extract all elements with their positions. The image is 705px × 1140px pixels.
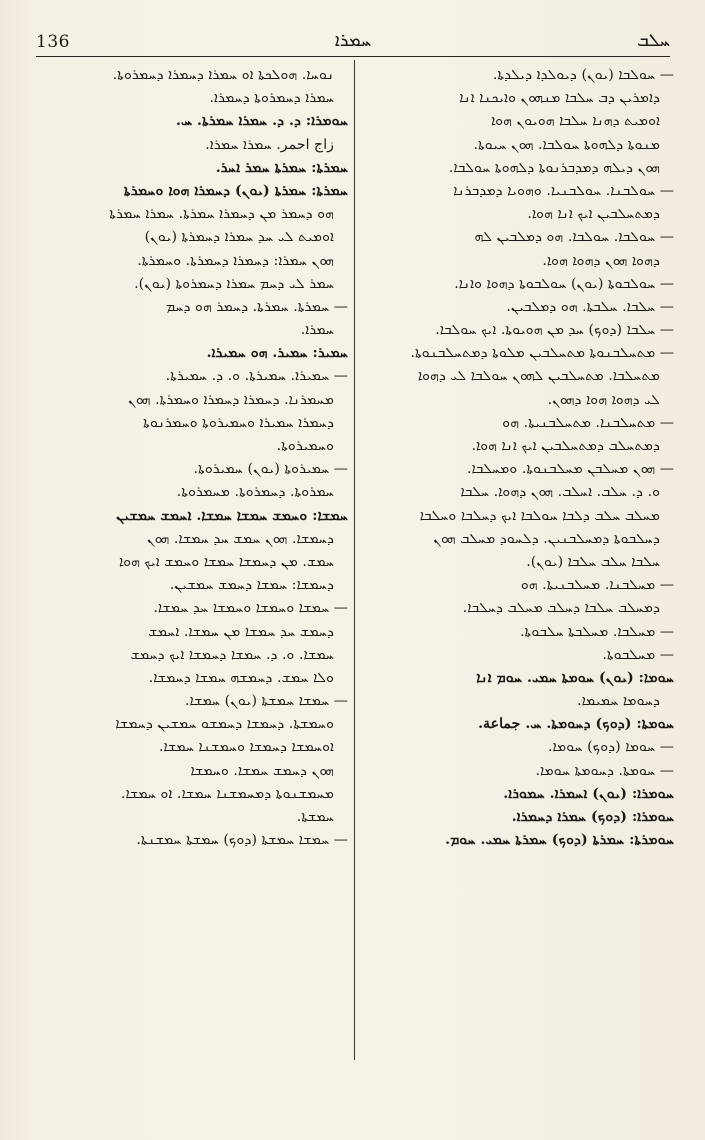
subentry-line: — ܚܡܪܬܐ. ܚܡܪܬܐ. ܕܚܡܪ ܗܘ ܕܚܡ <box>165 298 348 315</box>
continuation-line: ܗܘܢ ܚܡܪܐ: ܕܚܡܪܐ ܕܚܡܪܬܐ. ܘܚܡܪܬܐ. <box>137 252 334 269</box>
column-divider <box>354 60 355 1060</box>
continuation-line: ܚܡܫܬܐ. <box>296 809 334 825</box>
dictionary-entry-line: ܚܘܡܪܐ: ܕ. ܕ. ܚܡܪܐ ܚܡܪܬܐ. ܚ. <box>176 113 348 130</box>
continuation-line: ܘܠܐ ܚܡܫ. ܕܚܡܫܗ ܚܡܫܐ ܕܚܡܫܐ. <box>148 669 334 686</box>
subentry-line: — ܚܘܠܒܐ. ܚܘܠܒܐ. ܗܘ ܕܡܠܒܝܢ ܠܗ <box>474 229 674 246</box>
dictionary-entry-line: ܚܘܡܪܬܐ: ܚܡܪܬܐ (ܕܘܟ) ܚܡܪܬܐ ܚܡܝ. ܚܘܡ. <box>445 832 674 849</box>
continuation-line: ܕܡܬܚܠܒܝܢ ܐܝܟ ܐܢܐ ܗܘܐ. <box>527 206 660 223</box>
running-head-center: ܚܡܪܐ <box>334 30 372 51</box>
dictionary-entry-line: ܚܡܫܐ: ܘܚܡܫ ܚܡܫܐ ܚܡܫܐ. ܐܚܡܫ ܚܡܫܝܢ <box>116 507 348 524</box>
subentry-line: — ܚܡܫܐ ܚܡܫܬܐ (ܕܘܟ) ܚܡܫܬܐ ܚܡܫܢܬܐ. <box>136 832 348 849</box>
page-number: 136 <box>36 32 70 52</box>
continuation-line: ܕܐܡܪܝܢ ܕܒ ܚܠܒܐ ܡܢܗܘܢ ܘܐܝܟܢܐ ܐܢܐ <box>459 90 660 107</box>
dictionary-entry-line: ܚܘܡܐ: (ܝܘܢ) ܚܘܡܬܐ ܚܡܝ. ܚܘܡ ܐܢܐ <box>476 669 674 686</box>
continuation-line: ܚܡܫܐ. ܘ. ܕ. ܚܡܫܐ ܕܚܡܫܐ ܐܝܟ ܕܚܡܫ <box>130 646 334 663</box>
running-head-right: ܚܠܒ <box>637 30 670 51</box>
continuation-line: ܚܠܒܐ ܚܠܒ ܚܠܒܐ (ܝܘܢ). <box>526 553 660 570</box>
continuation-line: ܡܚܡܪܢܐ. ܕܚܡܪܐ ܕܚܡܪܐ ܘܚܡܪܬܐ. ܗܘܢ <box>128 391 334 408</box>
continuation-line: ܗܘ ܕܚܡܪ ܡܢ ܕܚܡܪܐ ܚܡܪܬܐ. ܚܡܪܐ ܚܡܪܬܐ <box>109 206 334 223</box>
left-column <box>36 64 348 852</box>
subentry-line: — ܚܘܠܒܢܐ. ܚܘܠܒܢܝܐ. ܘܗܘܝܐ ܕܡܕܒܪܢܐ <box>453 182 674 199</box>
subentry-line: — ܡܚܠܒܢܐ. ܡܚܠܒܢܝܬܐ. ܗܘ <box>520 577 674 594</box>
continuation-line: ܕܡܬܚܠܒ ܕܡܬܚܠܒܝܢ ܐܝܟ ܐܢܐ ܗܘܐ. <box>471 438 660 454</box>
continuation-line: ܚܡܪܘܬܐ. ܕܚܡܪܘܬܐ. ܡܚܡܪܘܬܐ. <box>176 484 334 501</box>
continuation-line: زاج احمر. ܚܡܪܐ ܚܡܪܐ. <box>205 136 334 153</box>
dictionary-entry-line: ܚܘܡܪܐ: (ܝܘܢ) ܐܚܡܪܐ. ܚܡܘܪܐ. <box>503 785 674 802</box>
subentry-line: — ܚܡܝܪܘܬܐ (ܝܘܢ) ܚܡܝܪܘܬܐ. <box>193 461 348 478</box>
dictionary-entry-line: ܚܘܡܪܐ: (ܕܘܟ) ܚܡܪܐ ܕܚܡܪܐ. <box>511 809 674 825</box>
continuation-line: ܕܚܘܡܐ ܚܡܝܡܐ. <box>577 693 660 710</box>
subentry-line: — ܡܚܠܒܐ. ܡܚܠܒܬܐ ܚܠܒܘܬܐ. <box>520 623 674 640</box>
right-column <box>362 64 674 852</box>
subentry-line: — ܚܡܫܐ ܘܚܡܫܐ ܘܚܡܫܐ ܚܕ ܚܡܫܐ. <box>153 600 348 617</box>
continuation-line: ܡܚܡܫܢܘܬܐ ܕܡܚܡܫܢܐ ܚܡܫܐ. ܐܘ ܚܡܫܐ. <box>120 785 334 802</box>
continuation-line: ܠܝ ܕܗܘܐ ܗܘܐ ܕܗܘܢ. <box>547 391 660 408</box>
subentry-line: — ܚܡܫܐ ܚܡܫܬܐ (ܝܘܢ) ܚܡܫܐ. <box>185 693 348 710</box>
continuation-line: ܡܚܠܒ ܚܠܒ ܕܠܒܐ ܚܘܠܒܐ ܐܝܟ ܕܚܠܒܐ ܘܚܠܒܐ <box>419 507 660 524</box>
subentry-line: — ܚܘܠܒܐ (ܝܘܢ) ܕܝܘܠܕܐ ܕܝܠܕܬܐ. <box>492 67 674 83</box>
dictionary-entry-line: ܚܡܪܬܐ: ܚܡܪܬܐ (ܝܘܢ) ܕܚܡܪܐ ܗܘܐ ܘܚܡܪܬܐ <box>123 182 348 199</box>
continuation-line: ܗܘܢ ܕܚܡܫ ܚܡܫܐ. ܘܚܡܫܐ <box>190 762 334 779</box>
continuation-line: ܘܚܡܫܬܐ. ܕܚܡܫܐ ܕܚܡܫܘ ܚܡܫܝܢ ܕܚܡܫܐ <box>115 716 334 733</box>
continuation-line: ܚܡܪ ܠܝ ܕܚܡ ܚܡܪܐ ܕܚܡܪܘܬܐ (ܝܘܢ). <box>134 275 334 292</box>
subentry-line: — ܚܠܒܐ. ܚܠܒܬܐ. ܗܘ ܕܡܠܒܝܢ. <box>506 298 674 315</box>
dictionary-entry-line: ܚܡܝܪ: ܚܡܝܪ. ܗܘ ܚܡܝܪܐ. <box>206 345 348 362</box>
continuation-line: ܐܘܡܝܬ ܠܝ ܚܕ ܚܡܪܐ ܕܚܡܪܬܐ (ܝܘܢ) <box>144 229 334 246</box>
continuation-line: ܕܚܠܒܘܬܐ ܕܡܚܠܒܢܝܢ. ܕܠܚܘܕ ܡܚܠܒ ܗܘܢ <box>433 530 660 547</box>
continuation-line: ܡܢܘܬܐ ܕܠܗܘܬܐ ܚܘܠܒܐ. ܗܘܢ ܚܝܘܬܐ. <box>473 136 660 153</box>
continuation-line: ܘܚܡܝܪܘܬܐ. <box>276 438 334 454</box>
dictionary-entry-line: ܚܡܪܬܐ: ܚܡܪܬܐ ܚܡܪ ܐܚܪ. <box>215 159 348 176</box>
subentry-line: — ܡܚܠܒܘܬܐ. <box>602 646 674 663</box>
continuation-line: ܕܚܡܪܐ ܚܡܝܪܐ ܘܚܡܝܪܘܬܐ ܘܚܡܪܢܘܬܐ <box>143 414 334 431</box>
continuation-line: ܡܬܚܠܒܐ. ܡܬܚܠܒܝܢ ܠܗܘܢ ܚܘܠܒܐ ܠܝ ܕܗܘܐ <box>417 368 660 385</box>
subentry-line: — ܡܬܚܠܒܢܐ. ܡܬܚܠܒܢܝܬܐ. ܗܘ <box>502 414 674 431</box>
continuation-line: ܘ. ܕ. ܚܠܒ. ܐܚܠܒ. ܗܘܢ ܕܗܘܐ. ܚܠܒܐ <box>460 484 660 501</box>
continuation-line: ܕܗܘܐ ܗܘܢ ܕܗܘܐ ܗܘܐ. <box>542 252 660 269</box>
dictionary-entry-line: ܚܘܡܬܐ: (ܕܘܟ) ܕܚܘܡܬܐ. ܚ. جماعة. <box>478 716 674 733</box>
subentry-line: — ܗܘܢ ܡܚܠܒܢ ܡܚܠܒܢܘܬܐ. ܘܡܚܠܒܐ. <box>466 461 674 478</box>
subentry-line: — ܚܘܡܬܐ. ܕܚܘܡܬܐ ܚܘܡܐ. <box>535 762 674 779</box>
continuation-line: ܐܘܚܡܫܐ ܕܚܡܫܐ ܘܚܡܫܢܐ ܚܡܫܐ. <box>158 739 334 756</box>
continuation-line: ܗܘܢ ܕܝܠܗ ܕܡܕܒܪܢܘܬܐ ܕܠܗܘܬܐ ܚܘܠܒܐ. <box>448 159 660 176</box>
continuation-line: ܕܚܡܫܐ. ܗܘܢ ܚܡܫ ܚܕ ܚܡܫܐ. ܗܘܢ <box>146 530 334 547</box>
continuation-line: ܕܚܡܫ ܚܕ ܚܡܫܐ ܡܢ ܚܡܫܐ. ܐܚܡܫ <box>148 623 334 640</box>
subentry-line: — ܚܘܠܒܘܬܐ (ܝܘܢ) ܚܘܠܒܘܬܐ ܕܗܘܐ ܘܐܢܐ. <box>454 275 674 292</box>
continuation-line: ܐܘܡܝܬ ܕܗܢܐ ܚܠܒܐ ܗܘܝܘܢ ܗܘܐ <box>490 113 660 130</box>
page-header <box>36 28 670 54</box>
continuation-line: ܚܡܪܐ. <box>300 322 334 339</box>
continuation-line: ܢܘܚܐ. ܗܘܠܟܬܐ ܐܘ ܚܡܪܐ ܕܚܡܪܐ ܕܚܡܪܘܬܐ. <box>112 67 334 83</box>
continuation-line: ܕܚܡܫܐ: ܚܡܫܐ ܕܚܡܫ ܚܡܫܝܢ. <box>169 577 334 594</box>
subentry-line: — ܚܘܡܐ (ܕܘܟ) ܚܘܡܐ. <box>547 739 674 756</box>
continuation-line: ܕܡܚܠܒ ܚܠܒܐ ܕܚܠܒ ܡܚܠܒ ܕܚܠܒܐ. <box>462 600 660 617</box>
subentry-line: — ܡܬܚܠܒܢܘܬܐ ܡܬܚܠܒܝܢ ܡܠܘܬܐ ܕܡܬܚܠܒܢܘܬܐ. <box>410 345 674 362</box>
continuation-line: ܚܡܫ. ܡܢ ܕܚܡܫܐ ܚܡܫܐ ܘܚܡܫ ܐܝܟ ܗܘܐ <box>118 553 334 570</box>
subentry-line: — ܚܠܒܐ (ܕܘܟ) ܚܕ ܡܢ ܗܘܝܘܬܐ. ܐܝܟ ܚܘܠܒܐ. <box>435 322 674 339</box>
subentry-line: — ܚܡܝܪܐ. ܚܡܝܪܬܐ. ܘ. ܕ. ܚܡܝܪܬܐ. <box>165 368 348 385</box>
header-rule <box>36 56 670 57</box>
continuation-line: ܚܡܪܐ ܕܚܡܪܘܬܐ ܕܚܡܪܐ. <box>209 90 334 107</box>
